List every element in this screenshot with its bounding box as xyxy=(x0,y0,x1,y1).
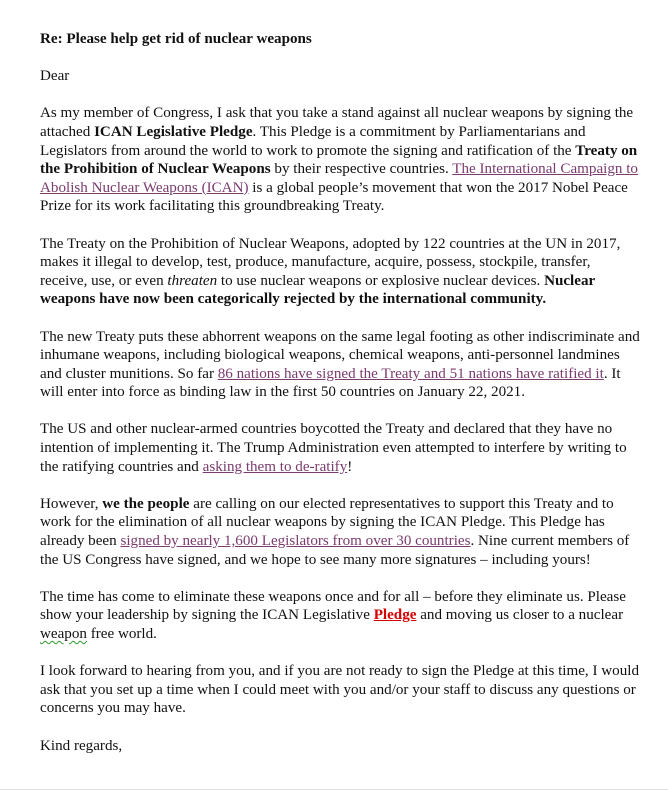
p2-text-2: to use nuclear weapons or explosive nuclear devices. xyxy=(217,272,545,289)
p1-text-1: As my member of Congress, I ask that you take a stand against all nuclear weapons by signing the attached xyxy=(40,105,634,140)
closing: Kind regards, xyxy=(40,737,123,754)
pledge-link[interactable]: Pledge xyxy=(373,607,417,624)
p5-text-1: However, xyxy=(40,495,103,512)
paragraph-4 xyxy=(40,420,640,476)
p1-text-2: . This Pledge is a commitment by Parliamentarians and Legislators from around the world to work to promote the signing and ratification of the xyxy=(40,123,586,159)
p6-text-2: and moving us closer to a nuclear xyxy=(416,607,624,624)
paragraph-5 xyxy=(40,495,640,569)
paragraph-2 xyxy=(40,235,640,309)
paragraph-6 xyxy=(40,588,640,644)
p3-text-1: The new Treaty puts these abhorrent weapons on the same legal footing as other indiscriminate and inhumane weapons, including biological weapons, chemical weapons, anti-personnel landmines and cluster munitions. So far xyxy=(40,328,640,382)
p5-text-3: . Nine current members of the US Congress have signed, and we hope to see many more signatures – including yours! xyxy=(40,533,630,568)
p5-text-2: are calling on our elected representatives to support this Treaty and to work for the elimination of all nuclear weapons by signing the ICAN Pledge. This Pledge has already been xyxy=(40,495,614,550)
p4-text-1: The US and other nuclear-armed countries boycotted the Treaty and declared that they have no intention of implementing it. The Trump Administration even attempted to interfere by writing to the ratifying countries and xyxy=(40,421,627,475)
p3-text-2: . It will enter into force as binding law in the first 50 countries on January 22, 2021. xyxy=(40,365,621,401)
p6-text-1: The time has come to eliminate these weapons once and for all – before they eliminate us. Please show your leadership by signing the ICAN Legislative xyxy=(40,588,626,624)
spellcheck-word-weapon[interactable]: weapon xyxy=(40,626,87,642)
salutation: Dear xyxy=(40,68,70,85)
p2-bold-rejected: Nuclear weapons have now been categorically rejected by the international community. xyxy=(40,272,595,308)
paragraph-1 xyxy=(40,104,640,216)
legislators-signed-link[interactable]: signed by nearly 1,600 Legislators from over 30 countries xyxy=(120,533,471,550)
p5-bold-we-the-people: we the people xyxy=(102,495,190,512)
p1-bold-treaty: Treaty on the Prohibition of Nuclear Weapons xyxy=(40,142,638,178)
p6-text-3: free world. xyxy=(86,626,157,642)
p2-italic-threaten: threaten xyxy=(167,272,218,289)
p1-text-4: is a global people’s movement that won the 2017 Nobel Peace Prize for its work facilitating this groundbreaking Treaty. xyxy=(40,179,628,215)
p2-text-1: The Treaty on the Prohibition of Nuclear Weapons, adopted by 122 countries at the UN in 2017, makes it illegal to develop, test, produce, manufacture, acquire, possess, stockpile, transfer, receive, use, or even xyxy=(40,235,621,289)
paragraph-3 xyxy=(40,328,640,402)
signed-ratified-link[interactable]: 86 nations have signed the Treaty and 51 nations have ratified it xyxy=(217,365,604,382)
subject-line: Re: Please help get rid of nuclear weapons xyxy=(40,31,312,47)
de-ratify-link[interactable]: asking them to de-ratify xyxy=(202,458,348,475)
p4-text-2: ! xyxy=(347,458,353,475)
p1-text-3: by their respective countries. xyxy=(270,161,453,178)
bottom-divider xyxy=(0,789,668,790)
ican-link[interactable]: The International Campaign to Abolish Nuclear Weapons (ICAN) xyxy=(40,161,638,196)
paragraph-7: I look forward to hearing from you, and if you are not ready to sign the Pledge at this time, I would ask that you set up a time when I could meet with you and/or your staff to discuss any questions or concerns you may have. xyxy=(40,663,639,717)
p1-bold-pledge: ICAN Legislative Pledge xyxy=(94,123,253,140)
letter-body xyxy=(40,30,640,774)
